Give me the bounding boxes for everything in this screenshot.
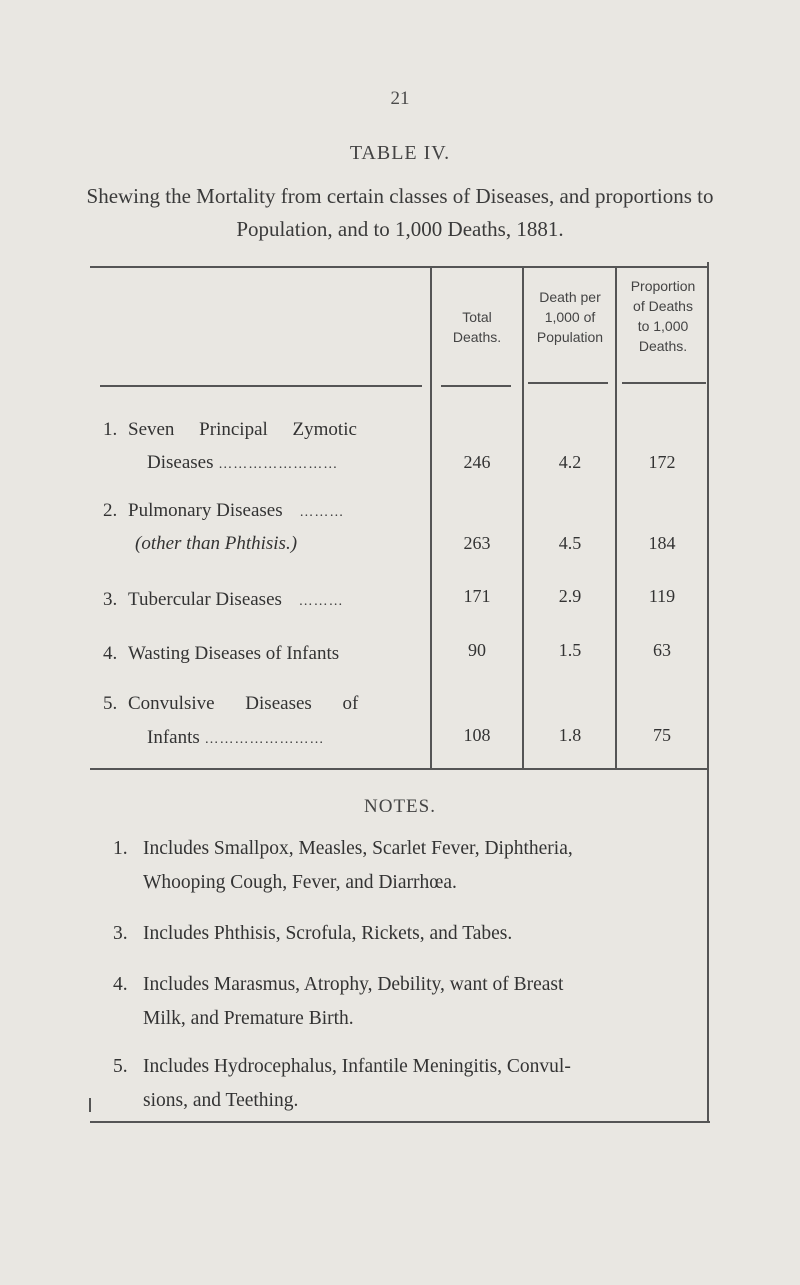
cell-proportion: 75	[653, 725, 671, 745]
header-total-deaths	[434, 307, 520, 347]
row-number: 3.	[103, 589, 118, 610]
table-row-label	[103, 693, 423, 715]
row-number: 2.	[103, 500, 118, 521]
header-rule-perpop	[528, 382, 608, 384]
notes-bottom-rule	[90, 1121, 710, 1123]
cell-death-per-1000: 4.2	[558, 452, 582, 472]
header-proportion-of-deaths	[617, 276, 709, 356]
table-row-label-cont	[147, 727, 325, 749]
cell-total-deaths: 171	[463, 586, 491, 606]
leader-dots: ………	[298, 594, 344, 609]
header-total-line: Total	[462, 309, 492, 325]
note-line-cont: Whooping Cough, Fever, and Diarrhœa.	[143, 872, 457, 893]
row-number: 5.	[103, 693, 118, 714]
row-label-text: Infants	[147, 727, 200, 748]
cell-proportion: 119	[648, 586, 676, 606]
header-proportion-line: of Deaths	[633, 298, 693, 314]
table-row-label-cont	[147, 452, 338, 474]
header-perpop-line: Death per	[539, 289, 601, 305]
header-rule-proportion	[622, 382, 706, 384]
header-death-per-1000-population	[524, 287, 616, 347]
table-title: TABLE IV.	[349, 142, 451, 164]
notes-heading: NOTES.	[364, 796, 436, 817]
table-caption: Shewing the Mortality from certain classes of Diseases, and proportions to Population, and to 1,000 Deaths, 1881.	[86, 184, 714, 241]
note-line-cont: Milk, and Premature Birth.	[143, 1008, 354, 1029]
note-line	[113, 917, 713, 951]
note-line-cont: sions, and Teething.	[143, 1090, 299, 1111]
note-line	[113, 832, 713, 866]
cell-proportion: 172	[648, 452, 676, 472]
note-number: 3.	[113, 923, 128, 944]
note-item	[113, 968, 713, 1036]
table-row-label-cont	[135, 533, 297, 555]
table-row-label	[103, 500, 344, 522]
cell-total-deaths: 246	[463, 452, 491, 472]
note-number: 1.	[113, 838, 128, 859]
note-text: Includes Phthisis, Scrofula, Rickets, and Tabes.	[143, 923, 513, 944]
header-total-line: Deaths.	[452, 329, 502, 345]
col-divider-1	[430, 268, 432, 768]
note-number: 4.	[113, 974, 128, 995]
page-number: 21	[390, 88, 410, 109]
cell-total-deaths: 90	[468, 640, 486, 660]
table-bottom-rule	[90, 768, 708, 770]
row-label-text: (other than Phthisis.)	[135, 533, 298, 554]
header-rule-label	[100, 385, 422, 387]
table-row-label	[103, 643, 339, 665]
note-text: Includes Smallpox, Measles, Scarlet Fever, Diphtheria,	[143, 838, 573, 859]
note-item	[113, 832, 713, 900]
leader-dots: ……………………	[218, 457, 339, 472]
note-text: Includes Hydrocephalus, Infantile Meningitis, Convul-	[143, 1056, 571, 1077]
cell-proportion: 184	[648, 533, 676, 553]
cell-total-deaths: 108	[463, 725, 491, 745]
header-perpop-line: 1,000 of	[544, 309, 596, 325]
row-number: 4.	[103, 643, 118, 664]
note-number: 5.	[113, 1056, 128, 1077]
header-rule-total	[441, 385, 511, 387]
note-item	[113, 917, 713, 951]
cell-death-per-1000: 1.5	[558, 640, 582, 660]
header-perpop-line: Population	[536, 329, 604, 345]
header-proportion-line: Proportion	[630, 278, 696, 294]
header-proportion-line: Deaths.	[638, 338, 688, 354]
note-text: Includes Marasmus, Atrophy, Debility, want of Breast	[143, 974, 564, 995]
cell-death-per-1000: 4.5	[558, 533, 582, 553]
row-label-text: Pulmonary Diseases	[128, 500, 283, 521]
cell-total-deaths: 263	[463, 533, 491, 553]
row-label-text: Seven Principal Zymotic	[128, 419, 357, 440]
cell-death-per-1000: 1.8	[558, 725, 582, 745]
note-item	[113, 1050, 713, 1118]
row-label-text: Convulsive Diseases of	[128, 693, 359, 714]
cell-proportion: 63	[653, 640, 671, 660]
table-left-border	[89, 1098, 91, 1112]
header-proportion-line: to 1,000	[637, 318, 689, 334]
row-label-text: Diseases	[147, 452, 214, 473]
note-line	[113, 968, 713, 1002]
row-label-text: Wasting Diseases of Infants	[128, 643, 340, 664]
cell-death-per-1000: 2.9	[558, 586, 582, 606]
table-row-label	[103, 419, 423, 441]
table-row-label	[103, 589, 344, 611]
row-label-text: Tubercular Diseases	[128, 589, 282, 610]
leader-dots: ………	[299, 505, 345, 520]
note-line	[113, 1050, 713, 1084]
row-number: 1.	[103, 419, 118, 440]
leader-dots: ……………………	[204, 732, 325, 747]
